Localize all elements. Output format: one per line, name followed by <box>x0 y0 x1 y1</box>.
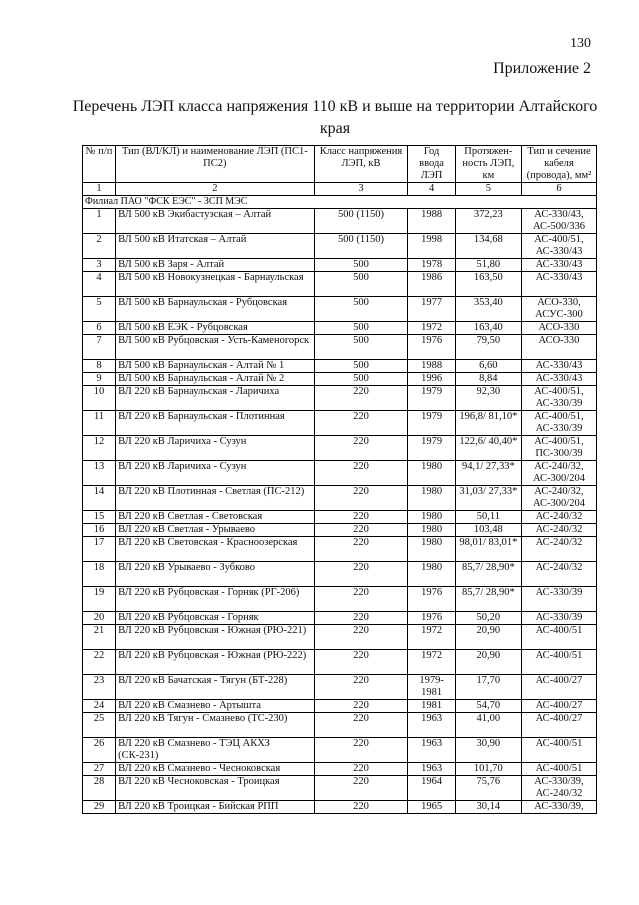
line-length: 163,50 <box>455 272 521 297</box>
line-length: 20,90 <box>455 625 521 650</box>
voltage-class: 220 <box>314 713 408 738</box>
voltage-class: 500 <box>314 360 408 373</box>
row-number: 27 <box>83 763 116 776</box>
commission-year: 1979 <box>408 386 455 411</box>
voltage-class: 500 <box>314 322 408 335</box>
commission-year: 1988 <box>408 209 455 234</box>
row-number: 17 <box>83 537 116 562</box>
line-name: ВЛ 220 кВ Светлая - Световская <box>116 511 315 524</box>
cable-type: АС-400/51 <box>521 650 596 675</box>
voltage-class: 220 <box>314 763 408 776</box>
line-length: 163,40 <box>455 322 521 335</box>
line-length: 75,76 <box>455 776 521 801</box>
table-header-row <box>83 146 597 183</box>
commission-year: 1988 <box>408 360 455 373</box>
voltage-class: 220 <box>314 650 408 675</box>
commission-year: 1980 <box>408 511 455 524</box>
line-length: 103,48 <box>455 524 521 537</box>
line-name: ВЛ 220 кВ Световская - Красноозерская <box>116 537 315 562</box>
line-length: 50,11 <box>455 511 521 524</box>
header-year: Год ввода ЛЭП <box>408 146 455 183</box>
voltage-class: 220 <box>314 612 408 625</box>
commission-year: 1963 <box>408 763 455 776</box>
line-length: 92,30 <box>455 386 521 411</box>
voltage-class: 220 <box>314 461 408 486</box>
cable-type: АС-400/51, АС-330/39 <box>521 386 596 411</box>
commission-year: 1996 <box>408 373 455 386</box>
cable-type: АС-240/32, АС-300/204 <box>521 461 596 486</box>
line-length: 94,1/ 27,33* <box>455 461 521 486</box>
voltage-class: 220 <box>314 511 408 524</box>
table-row <box>83 537 597 562</box>
row-number: 10 <box>83 386 116 411</box>
cable-type: АС-330/43, АС-500/336 <box>521 209 596 234</box>
line-length: 79,50 <box>455 335 521 360</box>
table-row <box>83 700 597 713</box>
header-number: № п/п <box>83 146 116 183</box>
cable-type: АС-240/32 <box>521 524 596 537</box>
cable-type: АС-400/51, ПС-300/39 <box>521 436 596 461</box>
commission-year: 1979 <box>408 436 455 461</box>
cable-type: АС-240/32 <box>521 562 596 587</box>
commission-year: 1980 <box>408 461 455 486</box>
line-name: ВЛ 500 кВ Рубцовская - Усть-Каменогорск <box>116 335 315 360</box>
cable-type: АС-330/39 <box>521 612 596 625</box>
voltage-class: 220 <box>314 436 408 461</box>
line-name: ВЛ 220 кВ Троицкая - Бийская РПП <box>116 801 315 814</box>
table-row <box>83 436 597 461</box>
line-length: 98,01/ 83,01* <box>455 537 521 562</box>
row-number: 28 <box>83 776 116 801</box>
voltage-class: 220 <box>314 587 408 612</box>
cable-type: АСО-330 <box>521 322 596 335</box>
row-number: 6 <box>83 322 116 335</box>
line-length: 6,60 <box>455 360 521 373</box>
line-name: ВЛ 220 кВ Смазнево - ТЭЦ АКХЗ (СК-231) <box>116 738 315 763</box>
row-number: 3 <box>83 259 116 272</box>
table-row <box>83 776 597 801</box>
table-row <box>83 801 597 814</box>
commission-year: 1963 <box>408 738 455 763</box>
column-number-row <box>83 183 597 196</box>
row-number: 1 <box>83 209 116 234</box>
line-name: ВЛ 220 кВ Бачатская - Тягун (БТ-228) <box>116 675 315 700</box>
commission-year: 1964 <box>408 776 455 801</box>
voltage-class: 500 <box>314 272 408 297</box>
table-row <box>83 738 597 763</box>
voltage-class: 500 (1150) <box>314 234 408 259</box>
table-row <box>83 386 597 411</box>
commission-year: 1976 <box>408 612 455 625</box>
line-name: ВЛ 220 кВ Рубцовская - Горняк (РГ-206) <box>116 587 315 612</box>
cable-type: АС-400/27 <box>521 700 596 713</box>
line-name: ВЛ 220 кВ Рубцовская - Южная (РЮ-221) <box>116 625 315 650</box>
line-name: ВЛ 220 кВ Смазнево - Артышта <box>116 700 315 713</box>
voltage-class: 220 <box>314 537 408 562</box>
row-number: 16 <box>83 524 116 537</box>
voltage-class: 220 <box>314 738 408 763</box>
line-name: ВЛ 220 кВ Ларичиха - Сузун <box>116 461 315 486</box>
section-label: Филиал ПАО "ФСК ЕЭС" - ЗСП МЭС <box>83 196 597 209</box>
line-name: ВЛ 500 кВ Новокузнецкая - Барнаульская <box>116 272 315 297</box>
line-name: ВЛ 220 кВ Урываево - Зубково <box>116 562 315 587</box>
commission-year: 1986 <box>408 272 455 297</box>
line-name: ВЛ 220 кВ Рубцовская - Горняк <box>116 612 315 625</box>
row-number: 24 <box>83 700 116 713</box>
cable-type: АС-330/43 <box>521 360 596 373</box>
cable-type: АС-330/39, АС-240/32 <box>521 776 596 801</box>
table-row <box>83 234 597 259</box>
line-length: 20,90 <box>455 650 521 675</box>
table-row <box>83 675 597 700</box>
row-number: 21 <box>83 625 116 650</box>
commission-year: 1972 <box>408 625 455 650</box>
line-name: ВЛ 220 кВ Смазнево - Чесноковская <box>116 763 315 776</box>
line-name: ВЛ 220 кВ Тягун - Смазнево (ТС-230) <box>116 713 315 738</box>
row-number: 29 <box>83 801 116 814</box>
header-length: Протяжен-ность ЛЭП, км <box>455 146 521 183</box>
table-row <box>83 612 597 625</box>
table-row <box>83 322 597 335</box>
cable-type: АС-330/43 <box>521 373 596 386</box>
cable-type: АС-400/51 <box>521 738 596 763</box>
row-number: 12 <box>83 436 116 461</box>
table-row <box>83 272 597 297</box>
column-number: 1 <box>83 183 116 196</box>
line-length: 30,14 <box>455 801 521 814</box>
table-row <box>83 297 597 322</box>
voltage-class: 500 <box>314 373 408 386</box>
table-row <box>83 486 597 511</box>
voltage-class: 220 <box>314 801 408 814</box>
line-name: ВЛ 220 кВ Плотинная - Светлая (ПС-212) <box>116 486 315 511</box>
line-length: 196,8/ 81,10* <box>455 411 521 436</box>
cable-type: АС-400/51, АС-330/39 <box>521 411 596 436</box>
column-number: 6 <box>521 183 596 196</box>
row-number: 22 <box>83 650 116 675</box>
voltage-class: 220 <box>314 625 408 650</box>
voltage-class: 500 <box>314 259 408 272</box>
table-row <box>83 562 597 587</box>
line-name: ВЛ 500 кВ Барнаульская - Рубцовская <box>116 297 315 322</box>
voltage-class: 220 <box>314 562 408 587</box>
line-length: 17,70 <box>455 675 521 700</box>
voltage-class: 220 <box>314 700 408 713</box>
line-name: ВЛ 220 кВ Барнаульская - Ларичиха <box>116 386 315 411</box>
cable-type: АС-330/39, <box>521 801 596 814</box>
commission-year: 1972 <box>408 650 455 675</box>
cable-type: АС-330/39 <box>521 587 596 612</box>
row-number: 26 <box>83 738 116 763</box>
table-row <box>83 650 597 675</box>
voltage-class: 220 <box>314 524 408 537</box>
line-name: ВЛ 500 кВ Барнаульская - Алтай № 1 <box>116 360 315 373</box>
commission-year: 1963 <box>408 713 455 738</box>
voltage-class: 500 (1150) <box>314 209 408 234</box>
line-length: 101,70 <box>455 763 521 776</box>
commission-year: 1980 <box>408 537 455 562</box>
row-number: 9 <box>83 373 116 386</box>
column-number: 3 <box>314 183 408 196</box>
row-number: 13 <box>83 461 116 486</box>
table-row <box>83 625 597 650</box>
row-number: 11 <box>83 411 116 436</box>
cable-type: АС-400/27 <box>521 713 596 738</box>
line-length: 372,23 <box>455 209 521 234</box>
line-name: ВЛ 500 кВ Экибастузская – Алтай <box>116 209 315 234</box>
cable-type: АС-330/43 <box>521 272 596 297</box>
table-row <box>83 360 597 373</box>
line-length: 8,84 <box>455 373 521 386</box>
cable-type: АС-330/43 <box>521 259 596 272</box>
line-name: ВЛ 220 кВ Барнаульская - Плотинная <box>116 411 315 436</box>
line-length: 353,40 <box>455 297 521 322</box>
commission-year: 1972 <box>408 322 455 335</box>
voltage-class: 220 <box>314 386 408 411</box>
line-length: 31,03/ 27,33* <box>455 486 521 511</box>
cable-type: АС-400/51, АС-330/43 <box>521 234 596 259</box>
commission-year: 1979-1981 <box>408 675 455 700</box>
voltage-class: 220 <box>314 486 408 511</box>
line-name: ВЛ 220 кВ Ларичиха - Сузун <box>116 436 315 461</box>
appendix-label: Приложение 2 <box>493 60 591 77</box>
table-row <box>83 763 597 776</box>
header-line-type: Тип (ВЛ/КЛ) и наименование ЛЭП (ПС1-ПС2) <box>116 146 315 183</box>
commission-year: 1981 <box>408 700 455 713</box>
section-row <box>83 196 597 209</box>
cable-type: АС-240/32 <box>521 511 596 524</box>
line-length: 30,90 <box>455 738 521 763</box>
row-number: 8 <box>83 360 116 373</box>
line-length: 50,20 <box>455 612 521 625</box>
voltage-class: 220 <box>314 776 408 801</box>
commission-year: 1977 <box>408 297 455 322</box>
line-length: 51,80 <box>455 259 521 272</box>
table-body <box>83 196 597 814</box>
voltage-class: 500 <box>314 335 408 360</box>
table-row <box>83 259 597 272</box>
line-length: 85,7/ 28,90* <box>455 562 521 587</box>
commission-year: 1978 <box>408 259 455 272</box>
cable-type: АС-400/27 <box>521 675 596 700</box>
line-name: ВЛ 500 кВ Итатская – Алтай <box>116 234 315 259</box>
column-number: 4 <box>408 183 455 196</box>
voltage-class: 220 <box>314 675 408 700</box>
cable-type: АСО-330 <box>521 335 596 360</box>
header-cable: Тип и сечение кабеля (провода), мм² <box>521 146 596 183</box>
table-row <box>83 524 597 537</box>
cable-type: АСО-330, АСУС-300 <box>521 297 596 322</box>
column-number: 5 <box>455 183 521 196</box>
commission-year: 1976 <box>408 587 455 612</box>
row-number: 4 <box>83 272 116 297</box>
row-number: 7 <box>83 335 116 360</box>
commission-year: 1998 <box>408 234 455 259</box>
line-length: 54,70 <box>455 700 521 713</box>
row-number: 25 <box>83 713 116 738</box>
line-length: 134,68 <box>455 234 521 259</box>
line-name: ВЛ 220 кВ Светлая - Урываево <box>116 524 315 537</box>
line-name: ВЛ 500 кВ ЕЭК - Рубцовская <box>116 322 315 335</box>
line-name: ВЛ 220 кВ Рубцовская - Южная (РЮ-222) <box>116 650 315 675</box>
table-row <box>83 411 597 436</box>
commission-year: 1980 <box>408 524 455 537</box>
commission-year: 1965 <box>408 801 455 814</box>
page-number: 130 <box>570 36 591 51</box>
table-row <box>83 587 597 612</box>
cable-type: АС-240/32, АС-300/204 <box>521 486 596 511</box>
row-number: 20 <box>83 612 116 625</box>
table-row <box>83 209 597 234</box>
document-title: Перечень ЛЭП класса напряжения 110 кВ и выше на территории Алтайского края <box>72 98 598 137</box>
row-number: 15 <box>83 511 116 524</box>
line-length: 122,6/ 40,40* <box>455 436 521 461</box>
line-name: ВЛ 500 кВ Барнаульская - Алтай № 2 <box>116 373 315 386</box>
table-row <box>83 335 597 360</box>
table-row <box>83 713 597 738</box>
header-voltage: Класс напряжения ЛЭП, кВ <box>314 146 408 183</box>
row-number: 23 <box>83 675 116 700</box>
voltage-class: 220 <box>314 411 408 436</box>
table-row <box>83 373 597 386</box>
row-number: 2 <box>83 234 116 259</box>
cable-type: АС-400/51 <box>521 625 596 650</box>
commission-year: 1979 <box>408 411 455 436</box>
power-lines-table <box>82 145 597 814</box>
voltage-class: 500 <box>314 297 408 322</box>
row-number: 14 <box>83 486 116 511</box>
cable-type: АС-240/32 <box>521 537 596 562</box>
row-number: 18 <box>83 562 116 587</box>
cable-type: АС-400/51 <box>521 763 596 776</box>
row-number: 5 <box>83 297 116 322</box>
line-length: 85,7/ 28,90* <box>455 587 521 612</box>
commission-year: 1980 <box>408 486 455 511</box>
column-number: 2 <box>116 183 315 196</box>
commission-year: 1980 <box>408 562 455 587</box>
table-row <box>83 461 597 486</box>
commission-year: 1976 <box>408 335 455 360</box>
line-name: ВЛ 220 кВ Чесноковская - Троицкая <box>116 776 315 801</box>
table-row <box>83 511 597 524</box>
line-length: 41,00 <box>455 713 521 738</box>
row-number: 19 <box>83 587 116 612</box>
line-name: ВЛ 500 кВ Заря - Алтай <box>116 259 315 272</box>
